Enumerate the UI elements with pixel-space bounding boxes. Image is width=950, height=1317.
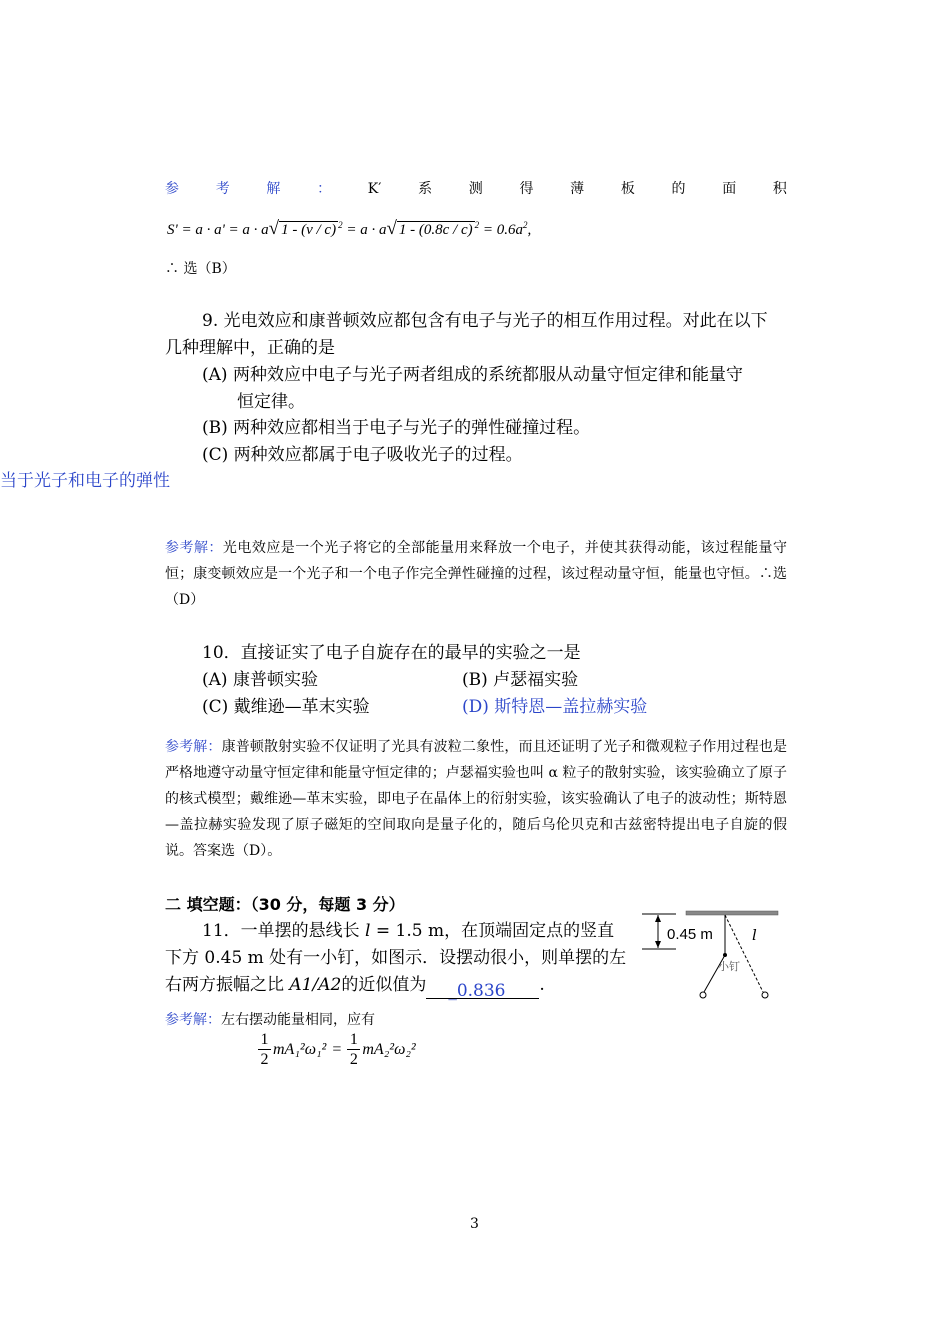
bob-left — [700, 992, 706, 998]
section-heading: 二 填空题：（30 分，每题 3 分） — [165, 895, 405, 914]
ref-text: 光电效应是一个光子将它的全部能量用来释放一个电子，并使其获得动能，该过程能量守恒；康变顿效应是一个光子和一个电子作完全弹性碰撞的过程，该过程动量守恒，能量也守恒。∴选（D） — [165, 540, 787, 608]
ref-text-char: K′ — [367, 181, 382, 197]
amplitude-ratio: A1/A2 — [289, 975, 342, 995]
q11-text: = 1.5 m，在顶端固定点的竖直 — [370, 921, 615, 941]
q9-option-d-fragment: 当于光子和电子的弹性 — [0, 471, 170, 491]
q9-option-b: (B) 两种效应都相当于电子与光子的弹性碰撞过程。 — [202, 418, 591, 438]
ref-text-char: 面 — [722, 181, 737, 197]
string-right — [725, 915, 763, 992]
page-number: 3 — [470, 1216, 479, 1232]
exponent: 2 — [474, 220, 480, 230]
q9-option-a-cont: 恒定律。 — [237, 392, 305, 412]
ref-text-char: 得 — [519, 181, 534, 197]
prev-ref-line — [165, 176, 787, 202]
ref-text-char: 板 — [620, 181, 635, 197]
ceiling — [686, 911, 778, 915]
length-symbol: l — [365, 921, 371, 941]
exponent: 2 — [522, 220, 528, 230]
q11-line2: 下方 0.45 m 处有一小钉，如图示．设摆动很小，则单摆的左 — [165, 948, 627, 968]
q11-answer: _0.836 — [448, 981, 506, 1001]
ref-text: 康普顿散射实验不仅证明了光具有波粒二象性，而且还证明了光子和微观粒子作用过程也是严格地遵守动量守恒定律和能量守恒定律的；卢瑟福实验也叫 α 粒子的散射实验，该实验确立了原子的核式模型；戴维逊—革末实验，即电子在晶体上的衍射实验，该实验确认了电子的波动性；斯特恩—盖拉赫实验发现了原子磁矩的空间取向是量子化的，随后乌伦贝克和古兹密特提出电子自旋的假说。答案选（D）。 — [165, 739, 788, 859]
q10-option-d: (D) 斯特恩—盖拉赫实验 — [462, 697, 648, 717]
energy-equation — [258, 1030, 416, 1069]
denominator: 2 — [260, 1051, 269, 1068]
eq-lhs: S' = a · a' = a · a — [167, 222, 269, 238]
ref-text-char: 系 — [418, 181, 433, 197]
q10-option-c: (C) 戴维逊—革末实验 — [202, 697, 370, 717]
q11-text: 11．一单摆的悬线长 — [202, 921, 366, 941]
eq-rhs: = 0.6a — [479, 222, 523, 238]
ref-label-char: 解 — [266, 181, 281, 197]
sqrt-sign: √ — [268, 218, 280, 239]
ref-label: 参考解： — [165, 540, 223, 556]
q11-line1 — [202, 918, 614, 945]
q9-option-c: (C) 两种效应都属于电子吸收光子的过程。 — [202, 445, 523, 465]
kinetic-right: mA₂²ω₂² — [362, 1040, 416, 1058]
ref-label: 参考解： — [165, 1012, 221, 1028]
q11-text: 的近似值为 — [341, 975, 427, 995]
numerator: 1 — [349, 1031, 358, 1048]
ref-label-char: ： — [317, 181, 332, 197]
ref-label-char: 考 — [215, 181, 230, 197]
fraction-half — [258, 1030, 271, 1069]
fig-dimension-label: 0.45 m — [667, 926, 713, 943]
q9-option-a: (A) 两种效应中电子与光子两者组成的系统都服从动量守恒定律和能量守 — [202, 365, 743, 385]
kinetic-left: mA₁²ω₁² — [273, 1040, 327, 1058]
fig-length-label: l — [752, 926, 757, 944]
q9-stem-line2: 几种理解中，正确的是 — [165, 338, 335, 358]
sqrt-sign: √ — [386, 218, 397, 239]
denominator: 2 — [349, 1051, 358, 1068]
eq-comma: , — [527, 222, 532, 238]
dim-arrow-up — [655, 915, 661, 922]
ref-text: 左右摆动能量相同，应有 — [221, 1012, 375, 1028]
q9-stem-line1: 9. 光电效应和康普顿效应都包含有电子与光子的相互作用过程。对此在以下 — [202, 311, 768, 331]
blank-underline — [426, 978, 539, 999]
numerator: 1 — [260, 1031, 269, 1048]
q11-end: . — [539, 975, 545, 995]
q11-text: 右两方振幅之比 — [165, 975, 290, 995]
q10-stem: 10．直接证实了电子自旋存在的最早的实验之一是 — [202, 643, 581, 663]
q9-reference — [165, 535, 787, 613]
equals-sign: = — [332, 1040, 342, 1058]
bob-right — [762, 992, 768, 998]
radicand-1: 1 - (v / c) — [281, 222, 337, 238]
ref-label: 参考解： — [165, 739, 222, 755]
q10-reference — [165, 734, 787, 864]
fig-nail-label: 小钉 — [718, 960, 740, 973]
ref-text-char: 积 — [772, 181, 787, 197]
exponent: 2 — [338, 220, 343, 230]
q11-line3 — [165, 972, 545, 999]
area-equation — [167, 218, 531, 240]
ref-text-char: 的 — [671, 181, 686, 197]
q10-option-a: (A) 康普顿实验 — [202, 670, 318, 690]
ref-label-char: 参 — [165, 181, 179, 197]
ref-text-char: 测 — [468, 181, 483, 197]
q10-option-b: (B) 卢瑟福实验 — [462, 670, 579, 690]
ref-text-char: 薄 — [570, 181, 585, 197]
pendulum-figure — [638, 905, 788, 1000]
radicand-2: 1 - (0.8c / c) — [398, 222, 473, 238]
dim-arrow-down — [655, 941, 661, 948]
eq-mid: = a · a — [342, 222, 387, 238]
prev-answer: ∴ 选（B） — [165, 261, 236, 277]
fraction-half — [347, 1030, 360, 1069]
